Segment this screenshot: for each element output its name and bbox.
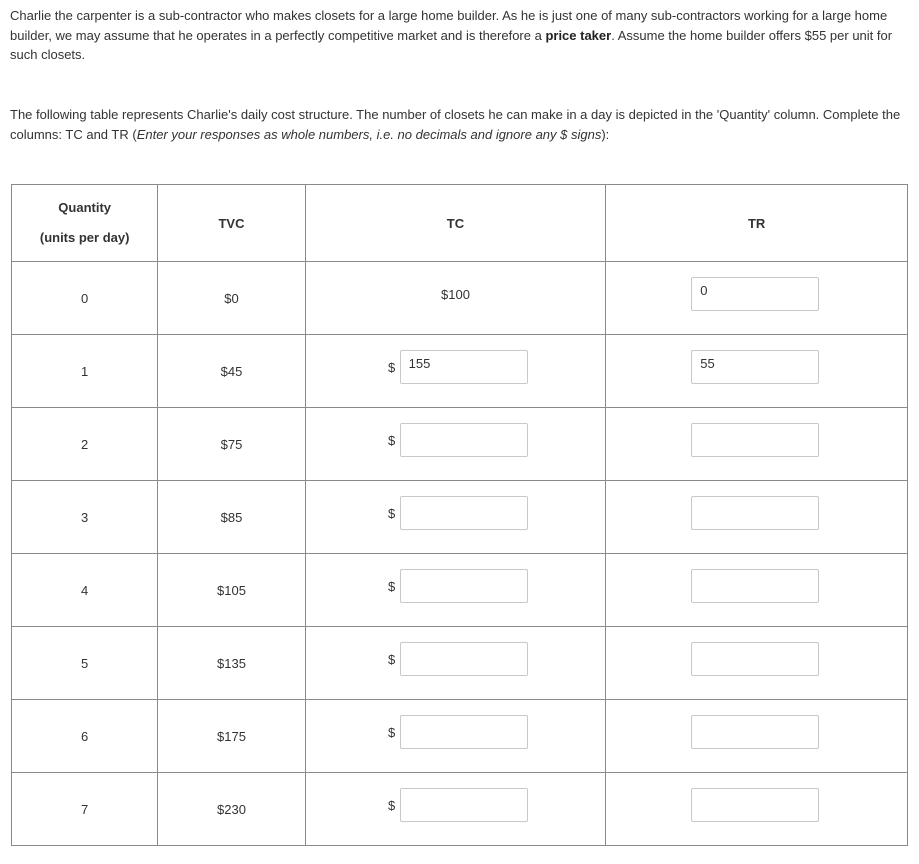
tvc-cell: $230 bbox=[158, 773, 305, 846]
quantity-cell: 2 bbox=[12, 408, 158, 481]
table-row bbox=[12, 408, 908, 481]
tr-answer-input[interactable] bbox=[691, 423, 819, 457]
tr-cell bbox=[606, 335, 908, 408]
quantity-cell: 6 bbox=[12, 700, 158, 773]
header-quantity-label: Quantity bbox=[58, 200, 112, 215]
tc-answer-input[interactable] bbox=[400, 569, 528, 603]
tvc-cell: $175 bbox=[158, 700, 305, 773]
tvc-cell: $75 bbox=[158, 408, 305, 481]
tc-given-value: $100 bbox=[441, 286, 470, 302]
tr-cell bbox=[606, 408, 908, 481]
quantity-cell: 0 bbox=[12, 262, 158, 335]
tr-answer-input[interactable] bbox=[691, 277, 819, 311]
problem-instructions bbox=[10, 105, 910, 144]
tc-input-group bbox=[386, 496, 528, 530]
quantity-cell: 3 bbox=[12, 481, 158, 554]
tc-cell bbox=[305, 408, 606, 481]
tc-input-group bbox=[386, 788, 528, 822]
dollar-sign: $ bbox=[388, 651, 396, 667]
tr-answer-input[interactable] bbox=[691, 350, 819, 384]
table-row bbox=[12, 627, 908, 700]
tc-input-group bbox=[386, 423, 528, 457]
tc-input-group bbox=[386, 569, 528, 603]
tr-answer-input[interactable] bbox=[691, 496, 819, 530]
tc-cell bbox=[305, 773, 606, 846]
quantity-cell: 1 bbox=[12, 335, 158, 408]
dollar-sign: $ bbox=[388, 578, 396, 594]
tr-answer-input[interactable] bbox=[691, 715, 819, 749]
tr-cell bbox=[606, 773, 908, 846]
tc-cell bbox=[305, 554, 606, 627]
tr-answer-input[interactable] bbox=[691, 788, 819, 822]
tc-cell bbox=[305, 335, 606, 408]
table-row bbox=[12, 773, 908, 846]
tvc-cell: $45 bbox=[158, 335, 305, 408]
quantity-cell: 5 bbox=[12, 627, 158, 700]
tc-cell bbox=[305, 627, 606, 700]
tc-answer-input[interactable] bbox=[400, 715, 528, 749]
intro-text-2: . Assume the home builder offers $55 per unit for such closets. bbox=[10, 27, 893, 62]
tc-cell bbox=[305, 262, 606, 335]
tc-answer-input[interactable] bbox=[400, 642, 528, 676]
tvc-cell: $135 bbox=[158, 627, 305, 700]
tc-answer-input[interactable] bbox=[400, 350, 528, 384]
table-row bbox=[12, 262, 908, 335]
table-row bbox=[12, 481, 908, 554]
instructions-italic: Enter your responses as whole numbers, i.e. no decimals and ignore any $ signs bbox=[136, 126, 602, 142]
tc-answer-input[interactable] bbox=[400, 423, 528, 457]
tc-cell bbox=[305, 700, 606, 773]
table-header-row bbox=[12, 185, 908, 262]
dollar-sign: $ bbox=[388, 432, 396, 448]
problem-intro bbox=[10, 6, 910, 65]
tc-input-group bbox=[386, 642, 528, 676]
tc-input-group bbox=[386, 350, 528, 384]
instructions-text-2: ): bbox=[601, 126, 610, 142]
dollar-sign: $ bbox=[388, 797, 396, 813]
instructions-text-1: The following table represents Charlie's daily cost structure. The number of closets he can make in a day is depicted in the 'Quantity' column. Complete the columns: TC and TR ( bbox=[10, 107, 901, 142]
table-row bbox=[12, 335, 908, 408]
tr-cell bbox=[606, 554, 908, 627]
tr-answer-input[interactable] bbox=[691, 569, 819, 603]
cost-table bbox=[11, 184, 908, 846]
tc-cell bbox=[305, 481, 606, 554]
intro-bold-term: price taker bbox=[545, 27, 612, 43]
header-tr: TR bbox=[606, 185, 908, 262]
header-quantity-units: (units per day) bbox=[39, 230, 130, 245]
header-quantity bbox=[12, 185, 158, 262]
header-tvc: TVC bbox=[158, 185, 305, 262]
tvc-cell: $85 bbox=[158, 481, 305, 554]
tr-cell bbox=[606, 627, 908, 700]
tvc-cell: $0 bbox=[158, 262, 305, 335]
tr-cell bbox=[606, 700, 908, 773]
tvc-cell: $105 bbox=[158, 554, 305, 627]
quantity-cell: 7 bbox=[12, 773, 158, 846]
table-row bbox=[12, 554, 908, 627]
header-tc: TC bbox=[305, 185, 606, 262]
quantity-cell: 4 bbox=[12, 554, 158, 627]
tr-cell bbox=[606, 481, 908, 554]
tc-input-group bbox=[386, 715, 528, 749]
tc-answer-input[interactable] bbox=[400, 496, 528, 530]
dollar-sign: $ bbox=[388, 505, 396, 521]
tr-answer-input[interactable] bbox=[691, 642, 819, 676]
table-row bbox=[12, 700, 908, 773]
tr-cell bbox=[606, 262, 908, 335]
dollar-sign: $ bbox=[388, 359, 396, 375]
dollar-sign: $ bbox=[388, 724, 396, 740]
tc-answer-input[interactable] bbox=[400, 788, 528, 822]
intro-text-1: Charlie the carpenter is a sub-contractor who makes closets for a large home builder. As he is just one of many sub-contractors working for a large home builder, we may assume that he operates in a perfectly competitive market and is therefore a bbox=[10, 8, 888, 43]
